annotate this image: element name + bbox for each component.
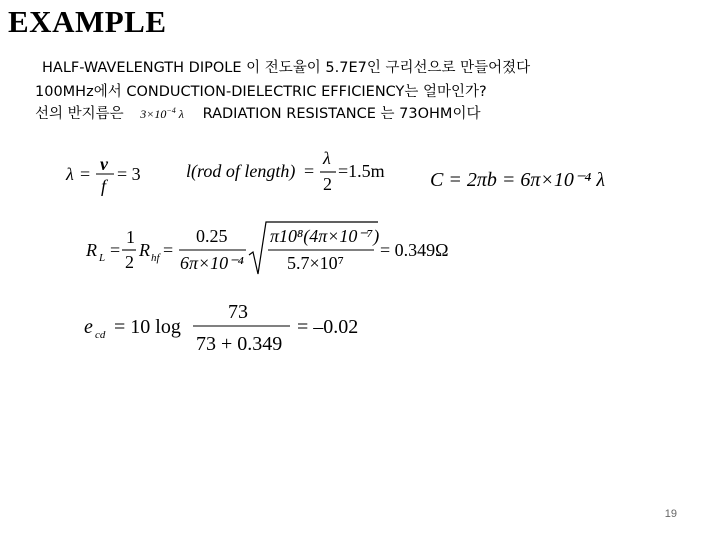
eq-lambda-den: f xyxy=(101,176,107,196)
radius-prefix: 선의 반지름은 xyxy=(35,106,124,122)
eq-ecd-den: 73 + 0.349 xyxy=(196,333,283,355)
eq-rl-rhf: R xyxy=(139,240,150,260)
eq-lambda-num: v xyxy=(100,154,108,174)
equation-efficiency xyxy=(84,301,358,355)
problem-line-1: HALF-WAVELENGTH DIPOLE 이 전도율이 5.7E7인 구리선으로 만들어졌다 xyxy=(42,60,531,76)
equation-rod-length xyxy=(186,148,385,194)
eq-rl-lhs: R xyxy=(86,240,97,260)
eq-circ-text: C = 2πb = 6π×10⁻⁴ λ xyxy=(430,169,606,191)
svg-text:=: = xyxy=(304,161,315,181)
problem-line-2: 100MHz에서 CONDUCTION-DIELECTRIC EFFICIENCY는 얼마인가? xyxy=(35,84,487,100)
eq-rl-frac1-den: 2 xyxy=(125,252,134,272)
eq-rl-frac2-den: 6π×10⁻⁴ xyxy=(180,253,244,273)
svg-text:=: = xyxy=(80,164,91,184)
eq-rod-den: 2 xyxy=(323,174,332,194)
eq-lambda-lhs: λ xyxy=(66,164,74,184)
radius-suffix: RADIATION RESISTANCE 는 73OHM이다 xyxy=(202,106,481,122)
equation-loss-resistance xyxy=(85,222,449,274)
eq-rl-lhs-sub: L xyxy=(99,252,106,264)
eq-rod-lhs: l(rod of length) xyxy=(186,161,296,181)
eq-ecd-num: 73 xyxy=(228,301,248,323)
eq-ecd-lhs: e xyxy=(84,316,93,338)
eq-lambda-result: = 3 xyxy=(117,164,141,184)
eq-ecd-lhs-sub: cd xyxy=(95,329,106,341)
eq-ecd-mid: = 10 log xyxy=(114,316,181,338)
eq-rod-result: =1.5m xyxy=(338,161,385,181)
eq-rl-frac2-num: 0.25 xyxy=(196,226,228,246)
eq-rl-rhf-sub: hf xyxy=(151,252,160,264)
eq-ecd-result: = –0.02 xyxy=(297,316,359,338)
eq-rl-sqrt-num: π10⁸(4π×10⁻⁷) xyxy=(270,226,380,246)
eq-rl-frac1-num: 1 xyxy=(126,227,135,247)
equation-circumference xyxy=(430,169,605,191)
eq-rod-num: λ xyxy=(323,148,331,168)
slide-title: EXAMPLE xyxy=(8,4,167,39)
page-number: 19 xyxy=(664,508,677,520)
svg-text:=: = xyxy=(163,240,174,260)
eq-rl-sqrt-den: 5.7×10⁷ xyxy=(287,253,344,273)
eq-rl-result: = 0.349Ω xyxy=(380,240,449,260)
radius-expression: $3\times 10^{-4}$ λ xyxy=(140,106,184,121)
equation-wavelength xyxy=(65,154,141,196)
svg-text:=: = xyxy=(110,240,121,260)
